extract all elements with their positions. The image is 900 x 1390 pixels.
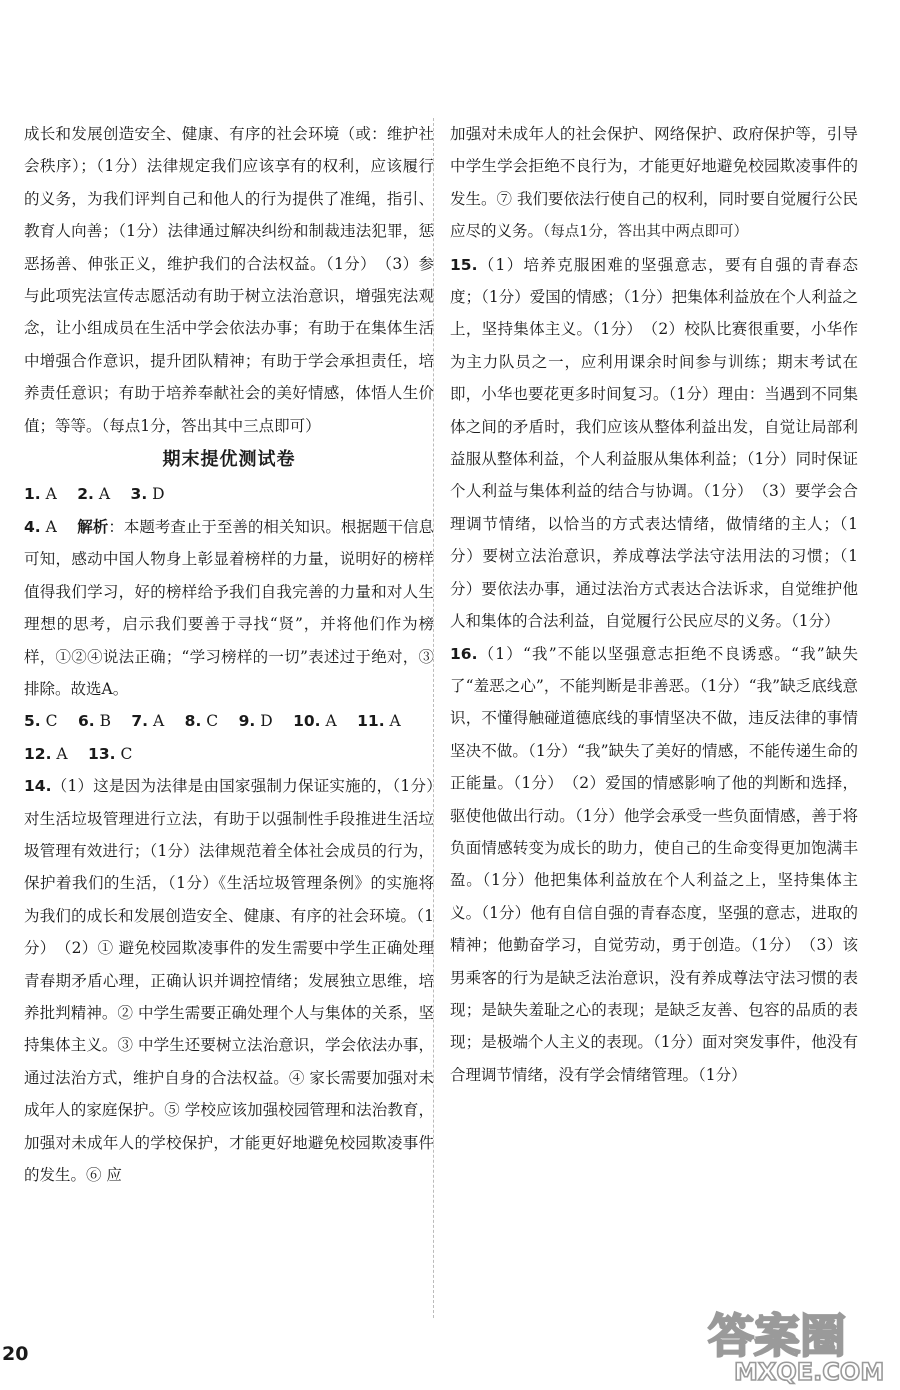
answer-num: 4.	[24, 517, 41, 536]
answer-choice: A	[56, 744, 68, 763]
watermark-url: MXQE.COM	[734, 1358, 885, 1386]
answer-choice: A	[153, 712, 165, 731]
answer-choice: B	[99, 712, 111, 731]
answer-num: 3.	[130, 485, 148, 504]
answer-text: （1）这是因为法律是由国家强制力保证实施的，（1分）对生活垃圾管理进行立法，有助于以强制性手段推进生活垃圾管理有效进行；（1分）法律规范着全体社会成员的行为，保护着我们的生活，（1分）《生活垃圾管理条例》的实施将为我们的成长和发展创造安全、健康、有序的社会环境。（1分） （2）① 避免校园欺凌事件的发生需要中学生正确处理青春期矛盾心理，正确认识并调控情绪；发展独立思维，培养批判精神。② 中学生需要正确处理个人与集体的关系，坚持集体主义。③ 中学生还要树立法治意识，学会依法办事，通过法治方式，维护自身的合法权益。④ 家长需要加强对未成年人的家庭保护。⑤ 学校应该加强校园管理和法治教育，加强对未成年人的学校保护，才能更好地避免校园欺凌事件的发生。⑥ 应	[24, 777, 434, 1184]
page-number: 20	[2, 1343, 29, 1365]
watermark-text: 答案圈	[708, 1309, 846, 1363]
answer-num: 2.	[77, 485, 94, 504]
answer-num: 1.	[24, 485, 41, 504]
analysis-text: ：本题考查止于至善的相关知识。根据题干信息可知，感动中国人物身上彰显着榜样的力量，说明好的榜样值得我们学习，好的榜样给予我们自我完善的力量和对人生理想的思考，启示我们要善于寻找“贤”，并将他们作为榜样，①②④说法正确；“学习榜样的一切”表述过于绝对，③排除。故选A。	[24, 517, 434, 698]
answer-text: （1）“我”不能以坚强意志拒绝不良诱惑。“我”缺失了“羞恶之心”，不能判断是非善恶。（1分）“我”缺乏底线意识，不懂得触碰道德底线的事情坚决不做，违反法律的事情坚决不做。（1分）“我”缺失了美好的情感，不能传递生命的正能量。（1分） （2）爱国的情感影响了他的判断和选择，驱使他做出行动。（1分）他学会承受一些负面情感，善于将负面情感转变为成长的助力，使自己的生命变得更加饱满丰盈。（1分）他把集体利益放在个人利益之上，坚持集体主义。（1分）他有自信自强的青春态度，坚强的意志，进取的精神；他勤奋学习，自觉劳动，勇于创造。（1分） （3）该男乘客的行为是缺乏法治意识，没有养成尊法守法习惯的表现；是缺失羞耻之心的表现；是缺乏友善、包容的品质的表现；是极端个人主义的表现。（1分）面对突发事件，他没有合理调节情绪，没有学会情绪管理。（1分）	[450, 644, 858, 1084]
answer-choice: C	[120, 744, 133, 763]
answer-num: 11.	[357, 712, 385, 731]
answer-choice: A	[45, 485, 57, 504]
right-column	[450, 118, 858, 1091]
answer-num: 8.	[184, 712, 202, 731]
section-title: 期末提优测试卷	[162, 449, 296, 471]
answer-q14-continuation	[450, 118, 858, 249]
answer-choice: A	[325, 712, 337, 731]
left-column	[24, 118, 434, 1191]
answer-num: 6.	[77, 712, 95, 731]
answer-q16	[450, 638, 858, 1092]
scoring-note: （每点1分，答出其中两点即可）	[543, 224, 748, 241]
answer-num: 13.	[88, 744, 116, 763]
answer-num: 14.	[24, 777, 52, 796]
answer-num: 9.	[238, 712, 256, 731]
answer-row-3	[24, 738, 434, 770]
answer-row-1	[24, 478, 434, 510]
answer-choice: D	[260, 712, 273, 731]
column-divider	[433, 118, 434, 1318]
analysis-label: 解析	[77, 517, 109, 536]
answer-num: 7.	[131, 712, 149, 731]
answer-q15	[450, 249, 858, 638]
answer-choice: C	[206, 712, 219, 731]
answer-choice: A	[98, 485, 111, 504]
answer-choice: A	[389, 712, 401, 731]
watermark-logo-graphic	[700, 1300, 896, 1386]
answer-text: 加强对未成年人的社会保护、网络保护、政府保护等，引导中学生学会拒绝不良行为，才能更好地避免校园欺凌事件的发生。⑦ 我们要依法行使自己的权利，同时要自觉履行公民应尽的义务。	[450, 125, 858, 241]
watermark-logo	[700, 1300, 896, 1386]
answer-row-2	[24, 705, 434, 737]
answer-num: 12.	[24, 744, 52, 763]
answer-num: 15.	[450, 255, 478, 274]
answer-choice: D	[152, 485, 165, 504]
answer-num: 10.	[293, 712, 321, 731]
answer-num: 16.	[450, 644, 478, 663]
answer-choice: C	[45, 712, 58, 731]
answer-choice: A	[45, 517, 57, 536]
answer-num: 5.	[24, 712, 41, 731]
answer-q4	[24, 511, 434, 705]
answer-text: （1）培养克服困难的坚强意志，要有自强的青春态度；（1分）爱国的情感；（1分）把集体利益放在个人利益之上，坚持集体主义。（1分） （2）校队比赛很重要，小华作为主力队员之一，应利用课余时间参与训练；期末考试在即，小华也要花更多时间复习。（1分）理由：当遇到不同集体之间的矛盾时，我们应该从整体利益出发，自觉让局部利益服从整体利益，个人利益服从集体利益；（1分）同时保证个人利益与集体利益的结合与协调。（1分） （3）要学会合理调节情绪，以恰当的方式表达情绪，做情绪的主人；（1分）要树立法治意识，养成尊法学法守法用法的习惯；（1分）要依法办事，通过法治方式表达合法诉求，自觉维护他人和集体的合法利益，自觉履行公民应尽的义务。（1分）	[450, 255, 858, 631]
q14-prev-continuation: 成长和发展创造安全、健康、有序的社会环境（或：维护社会秩序）；（1分）法律规定我们应该享有的权利，应该履行的义务，为我们评判自己和他人的行为提供了准绳，指引、教育人向善；（1分）法律通过解决纠纷和制裁违法犯罪，惩恶扬善、伸张正义，维护我们的合法权益。（1分） （3）参与此项宪法宣传志愿活动有助于树立法治意识，增强宪法观念，让小组成员在生活中学会依法办事；有助于在集体生活中增强合作意识，提升团队精神；有助于学会承担责任，培养责任意识；有助于培养奉献社会的美好情感，体悟人生价值；等等。（每点1分，答出其中三点即可）	[24, 125, 434, 435]
answer-q14	[24, 770, 434, 1191]
